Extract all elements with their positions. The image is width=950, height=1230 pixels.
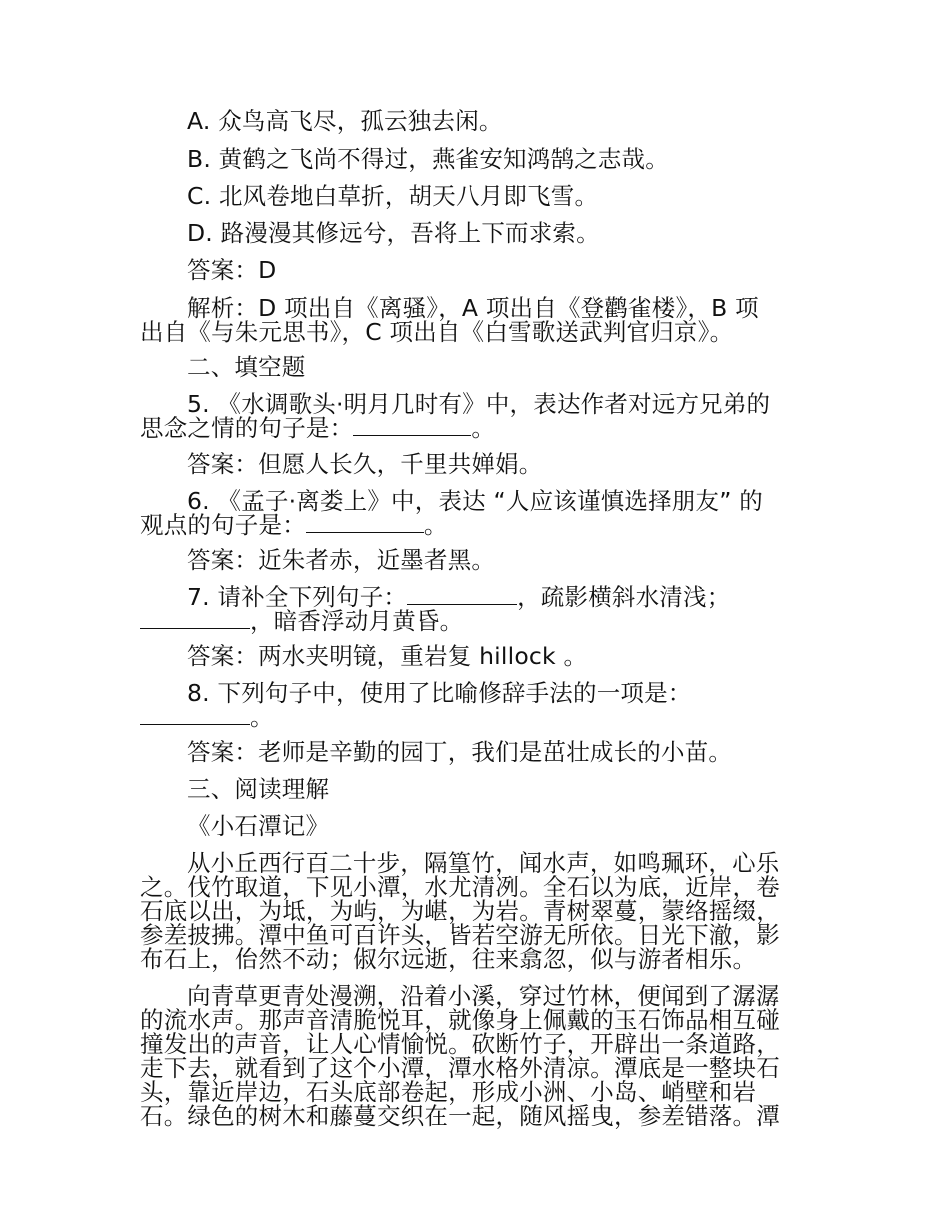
passage-1-line-2: 之。伐竹取道，下见小潭，水尤清冽。全石以为底，近岸，卷 [140,874,780,900]
passage-2-line-5: 头，靠近岸边，石头底部卷起，形成小洲、小岛、峭壁和岩 [140,1079,757,1105]
section-2-title: 二、填空题 [187,354,306,380]
q6-line-1: 6. 《孟子·离娄上》中，表达 “人应该谨慎选择朋友” 的 [187,488,763,514]
passage-2-line-6: 石。绿色的树木和藤蔓交织在一起，随风摇曳，参差错落。潭 [140,1103,780,1129]
q8-blank [140,704,250,725]
q5-line-2-text: 思念之情的句子是： [140,415,354,441]
option-b: B. 黄鹤之飞尚不得过，燕雀安知鸿鹄之志哉。 [187,146,669,172]
q7-answer: 答案：两水夹明镜，重岩复 hillock 。 [187,643,588,669]
q5-line-1: 5. 《水调歌头·明月几时有》中，表达作者对远方兄弟的 [187,391,771,417]
q8-line-2-end: 。 [250,704,274,730]
q6-blank [306,512,424,533]
q7-line-1-end: ，疏影横斜水清浅； [517,584,731,610]
passage-2-line-2: 的流水声。那声音清脆悦耳，就像身上佩戴的玉石饰品相互碰 [140,1007,780,1033]
option-c: C. 北风卷地白草折，胡天八月即飞雪。 [187,183,599,209]
passage-title: 《小石潭记》 [187,813,330,839]
passage-2-line-1: 向青草更青处漫溯，沿着小溪，穿过竹林，便闻到了潺潺 [187,983,780,1009]
q4-answer: 答案：D [187,257,277,283]
passage-1-line-5: 布石上，佁然不动；俶尔远逝，往来翕忽，似与游者相乐。 [140,946,757,972]
q7-line-2 [140,608,812,634]
passage-1-line-4: 参差披拂。潭中鱼可百许头，皆若空游无所依。日光下澈，影 [140,922,780,948]
q4-analysis-line-1: 解析：D 项出自《离骚》，A 项出自《登鹳雀楼》，B 项 [187,295,759,321]
q7-line-2-end: ，暗香浮动月黄昏。 [250,608,464,634]
passage-1-line-1: 从小丘西行百二十步，隔篁竹，闻水声，如鸣珮环，心乐 [187,850,780,876]
q8-answer: 答案：老师是辛勤的园丁，我们是茁壮成长的小苗。 [187,739,733,765]
q7-line-1 [187,584,812,610]
passage-1-line-3: 石底以出，为坻，为屿，为嵁，为岩。青树翠蔓，蒙络摇缀， [140,898,780,924]
q5-line-2-end: 。 [471,415,496,441]
q4-analysis-line-2: 出自《与朱元思书》，C 项出自《白雪歌送武判官归京》。 [140,319,734,345]
q6-line-2 [140,512,812,538]
q7-blank-1 [407,584,517,605]
passage-2-line-4: 走下去，就看到了这个小潭，潭水格外清凉。潭底是一整块石 [140,1055,780,1081]
q6-answer: 答案：近朱者赤，近墨者黑。 [187,547,496,573]
q5-blank [353,415,471,436]
q6-line-2-text: 观点的句子是： [140,512,306,538]
q7-blank-2 [140,608,250,629]
q7-line-1-text: 7. 请补全下列句子： [187,584,408,610]
q8-line-2 [140,704,812,730]
section-3-title: 三、阅读理解 [187,776,330,802]
option-a: A. 众鸟高飞尽，孤云独去闲。 [187,108,503,134]
q5-line-2 [140,415,812,441]
q8-line-1: 8. 下列句子中，使用了比喻修辞手法的一项是： [187,680,692,706]
q5-answer: 答案：但愿人长久，千里共婵娟。 [187,451,543,477]
q6-line-2-end: 。 [423,512,448,538]
option-d: D. 路漫漫其修远兮，吾将上下而求索。 [187,220,600,246]
passage-2-line-3: 撞发出的声音，让人心情愉悦。砍断竹子，开辟出一条道路， [140,1031,780,1057]
